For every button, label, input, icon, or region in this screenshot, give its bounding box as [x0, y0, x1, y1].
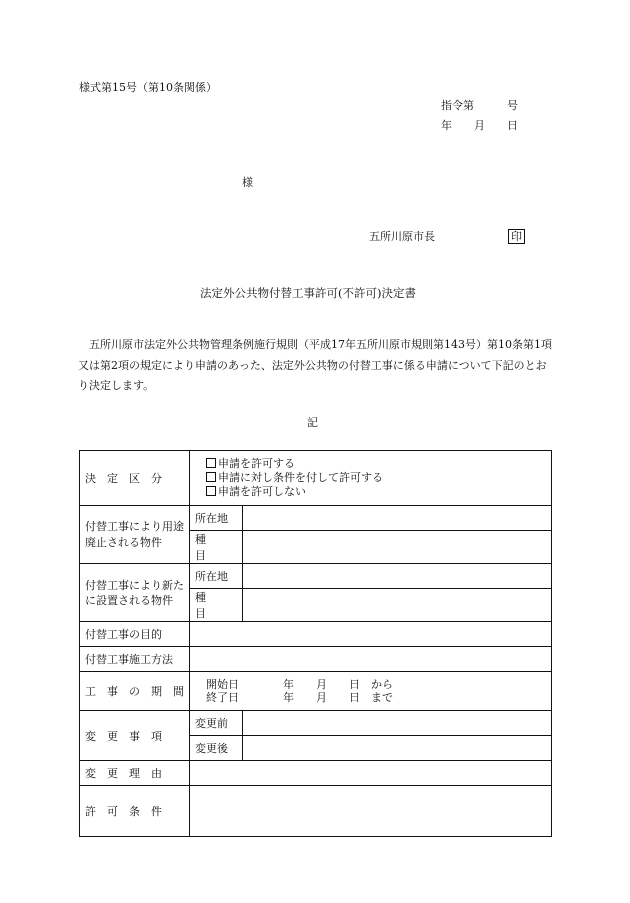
new-location-value[interactable]: [243, 564, 552, 589]
conditions-label: 許 可 条 件: [80, 786, 190, 837]
new-label: 付替工事により新たに設置される物件: [80, 564, 190, 622]
addressee-suffix: 様: [242, 176, 253, 189]
method-row: [80, 647, 552, 672]
purpose-row: [80, 622, 552, 647]
conditions-value[interactable]: [190, 786, 552, 837]
new-location-row: [80, 564, 552, 589]
abolished-label: 付替工事により用途廃止される物件: [80, 506, 190, 564]
abolished-location-value[interactable]: [243, 506, 552, 531]
body-paragraph: 五所川原市法定外公共物管理条例施行規則（平成17年五所川原市規則第143号）第10条第1項又は第2項の規定により申請のあった、法定外公共物の付替工事に係る申請について下記のとおり決定します。: [78, 338, 552, 392]
reason-row: [80, 761, 552, 786]
issuer-name: 五所川原市長: [369, 230, 435, 243]
new-type-label: 種 目: [190, 589, 243, 622]
seal-mark: 印: [508, 229, 525, 244]
end-date-line: 終了日 年 月 日 まで: [206, 691, 393, 704]
checkbox-icon[interactable]: [206, 458, 216, 468]
option-approve[interactable]: 申請を許可する: [206, 457, 546, 471]
after-value[interactable]: [243, 736, 552, 761]
period-label: 工 事 の 期 間: [80, 672, 190, 711]
option-deny[interactable]: 申請を許可しない: [206, 485, 546, 499]
purpose-label: 付替工事の目的: [80, 622, 190, 647]
method-label: 付替工事施工方法: [80, 647, 190, 672]
reason-label: 変 更 理 由: [80, 761, 190, 786]
directive-number: 指令第 号: [441, 99, 518, 112]
decision-options: [190, 451, 552, 506]
decision-label: 決 定 区 分: [80, 451, 190, 506]
period-row: [80, 672, 552, 711]
checkbox-icon[interactable]: [206, 486, 216, 496]
method-value[interactable]: [190, 647, 552, 672]
abolished-location-row: [80, 506, 552, 531]
abolished-location-label: 所在地: [190, 506, 243, 531]
document-title: 法定外公共物付替工事許可(不許可)決定書: [200, 286, 416, 300]
period-value: [190, 672, 552, 711]
checkbox-icon[interactable]: [206, 472, 216, 482]
decision-row: [80, 451, 552, 506]
purpose-value[interactable]: [190, 622, 552, 647]
ki-marker: 記: [307, 416, 318, 429]
decision-table: [79, 450, 552, 837]
new-location-label: 所在地: [190, 564, 243, 589]
conditions-row: [80, 786, 552, 837]
change-before-row: [80, 711, 552, 736]
change-label: 変 更 事 項: [80, 711, 190, 761]
abolished-type-value[interactable]: [243, 531, 552, 564]
form-number: 様式第15号（第10条関係）: [79, 81, 217, 94]
option-conditional[interactable]: 申請に対し条件を付して許可する: [206, 471, 546, 485]
start-date-line: 開始日 年 月 日 から: [206, 678, 393, 691]
after-label: 変更後: [190, 736, 243, 761]
reason-value[interactable]: [190, 761, 552, 786]
date-line: 年 月 日: [441, 119, 518, 132]
before-value[interactable]: [243, 711, 552, 736]
new-type-value[interactable]: [243, 589, 552, 622]
abolished-type-label: 種 目: [190, 531, 243, 564]
before-label: 変更前: [190, 711, 243, 736]
